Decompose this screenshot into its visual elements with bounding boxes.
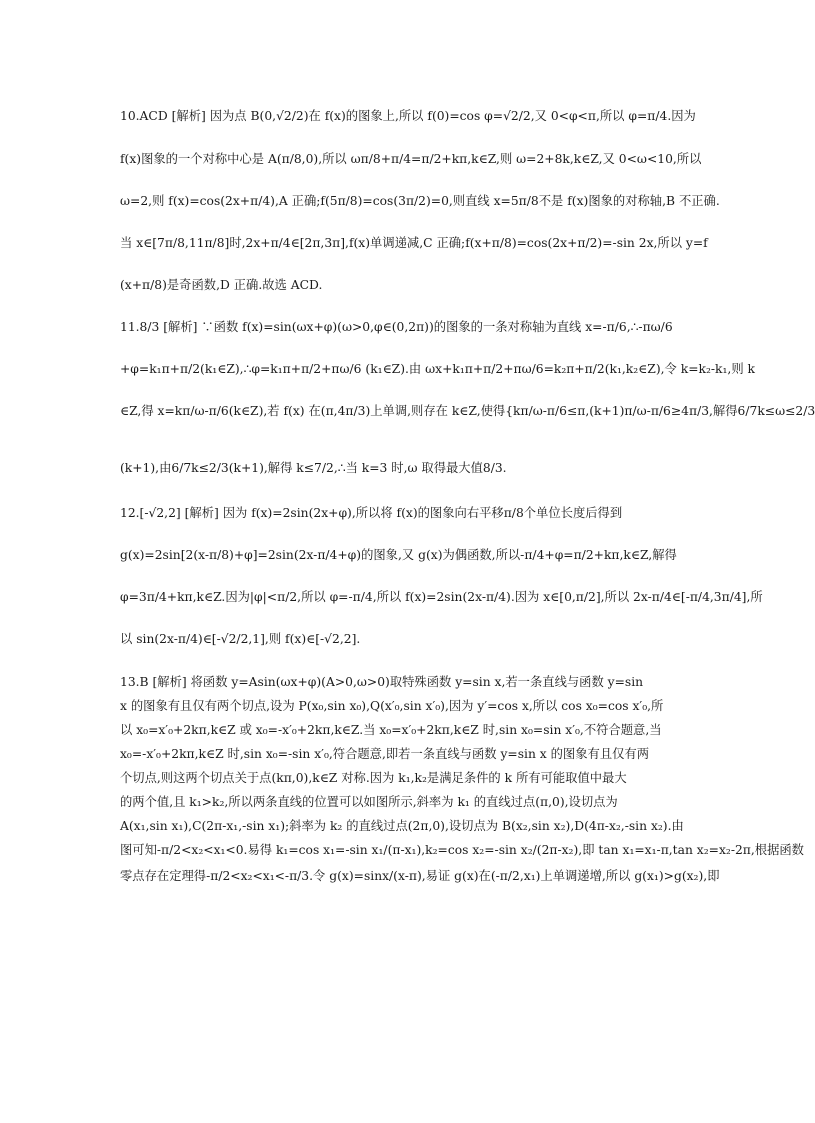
text-line: (k+1),由6/7k≤2/3(k+1),解得 k≤7/2,∴当 k=3 时,ω 取得最大值8/3. <box>120 461 507 475</box>
text-line: ∈Z,得 x=kπ/ω-π/6(k∈Z),若 f(x) 在(π,4π/3)上单调,则存在 k∈Z,使得{kπ/ω-π/6≤π,(k+1)π/ω-π/6≥4π/3,解得6/7k≤ω≤2/3 <box>120 404 815 418</box>
text-line: A(x₁,sin x₁),C(2π-x₁,-sin x₁);斜率为 k₂ 的直线过点(2π,0),设切点为 B(x₂,sin x₂),D(4π-x₂,-sin x₂).由 <box>120 819 684 833</box>
text-line: 当 x∈[7π/8,11π/8]时,2x+π/4∈[2π,3π],f(x)单调递减,C 正确;f(x+π/8)=cos(2x+π/2)=-sin 2x,所以 y=f <box>120 236 708 250</box>
text-line: 13.B [解析] 将函数 y=Asin(ωx+φ)(A>0,ω>0)取特殊函数 y=sin x,若一条直线与函数 y=sin <box>120 675 644 689</box>
text-line: +φ=k₁π+π/2(k₁∈Z),∴φ=k₁π+π/2+πω/6 (k₁∈Z).由 ωx+k₁π+π/2+πω/6=k₂π+π/2(k₁,k₂∈Z),令 k=k₂-k₁,则 k <box>120 362 755 376</box>
text-line: 图可知-π/2<x₂<x₁<0.易得 k₁=cos x₁=-sin x₁/(π-x₁),k₂=cos x₂=-sin x₂/(2π-x₂),即 tan x₁=x₁-π,tan x₂=x₂-2π,根据函数 <box>120 843 804 857</box>
text-line: 个切点,则这两个切点关于点(kπ,0),k∈Z 对称.因为 k₁,k₂是满足条件的 k 所有可能取值中最大 <box>120 771 627 785</box>
text-line: 10.ACD [解析] 因为点 B(0,√2/2)在 f(x)的图象上,所以 f(0)=cos φ=√2/2,又 0<φ<π,所以 φ=π/4.因为 <box>120 109 696 123</box>
text-line: 以 sin(2x-π/4)∈[-√2/2,1],则 f(x)∈[-√2,2]. <box>120 632 361 646</box>
text-line: φ=3π/4+kπ,k∈Z.因为|φ|<π/2,所以 φ=-π/4,所以 f(x)=2sin(2x-π/4).因为 x∈[0,π/2],所以 2x-π/4∈[-π/4,3π/4],所 <box>120 590 763 604</box>
text-line: x 的图象有且仅有两个切点,设为 P(x₀,sin x₀),Q(x′₀,sin x′₀),因为 y′=cos x,所以 cos x₀=cos x′₀,所 <box>120 699 664 713</box>
text-line: g(x)=2sin[2(x-π/8)+φ]=2sin(2x-π/4+φ)的图象,又 g(x)为偶函数,所以-π/4+φ=π/2+kπ,k∈Z,解得 <box>120 548 677 562</box>
text-line: 12.[-√2,2] [解析] 因为 f(x)=2sin(2x+φ),所以将 f(x)的图象向右平移π/8个单位长度后得到 <box>120 506 623 520</box>
text-line: 零点存在定理得-π/2<x₂<x₁<-π/3.令 g(x)=sinx/(x-π),易证 g(x)在(-π/2,x₁)上单调递增,所以 g(x₁)>g(x₂),即 <box>120 869 720 883</box>
text-line: x₀=-x′₀+2kπ,k∈Z 时,sin x₀=-sin x′₀,符合题意,即若一条直线与函数 y=sin x 的图象有且仅有两 <box>120 747 650 761</box>
text-line: 11.8/3 [解析] ∵函数 f(x)=sin(ωx+φ)(ω>0,φ∈(0,2π))的图象的一条对称轴为直线 x=-π/6,∴-πω/6 <box>120 320 673 334</box>
text-line: (x+π/8)是奇函数,D 正确.故选 ACD. <box>120 278 323 292</box>
text-line: 的两个值,且 k₁>k₂,所以两条直线的位置可以如图所示,斜率为 k₁ 的直线过点(π,0),设切点为 <box>120 795 618 809</box>
text-line: 以 x₀=x′₀+2kπ,k∈Z 或 x₀=-x′₀+2kπ,k∈Z.当 x₀=x′₀+2kπ,k∈Z 时,sin x₀=sin x′₀,不符合题意,当 <box>120 723 662 737</box>
text-line: f(x)图象的一个对称中心是 A(π/8,0),所以 ωπ/8+π/4=π/2+kπ,k∈Z,则 ω=2+8k,k∈Z,又 0<ω<10,所以 <box>120 152 702 166</box>
text-line: ω=2,则 f(x)=cos(2x+π/4),A 正确;f(5π/8)=cos(3π/2)=0,则直线 x=5π/8不是 f(x)图象的对称轴,B 不正确. <box>120 194 720 208</box>
